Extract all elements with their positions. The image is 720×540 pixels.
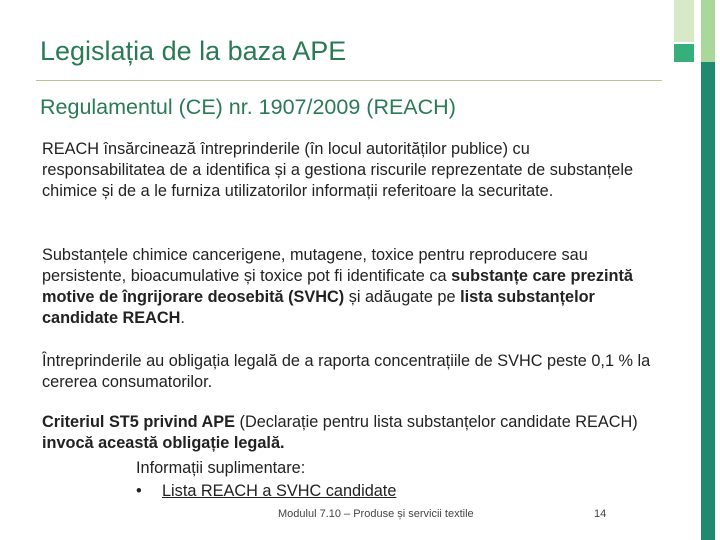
svhc-emphasis: substanțe care prezintă motive de îngrijorare deosebită (SVHC) [42,267,633,306]
decor-bar-light [701,0,715,62]
slide-subtitle: Regulamentul (CE) nr. 1907/2009 (REACH) [40,95,456,119]
reach-svhc-link[interactable]: Lista REACH a SVHC candidate [162,482,397,500]
paragraph-reach-responsibility: REACH însărcinează întreprinderile (în locul autorităților publice) cu responsabilitatea de a identifica și a gestiona riscurile reprezentate de substanțele chimice și de a le furniza utilizatorilor informații referitoare la securitate. [42,140,634,200]
criterion-emphasis: Criteriul ST5 privind APE [42,413,235,431]
paragraph-text: (Declarație pentru lista substanțelor candidate REACH) [235,413,638,431]
candidate-list-emphasis: lista substanțelor candidate REACH [42,288,595,327]
paragraph-text: . [180,309,185,327]
decor-bar-pale [674,0,694,42]
page-number: 14 [594,508,607,520]
paragraph-text: Substanțele chimice cancerigene, mutagene, toxice pentru reproducere sau persistente, bioacumulative și toxice pot fi identificate ca [42,246,588,285]
more-info-label: Informații suplimentare: [136,459,306,477]
paragraph-criterion-st5 [42,412,652,454]
paragraph-text: și adăugate pe [344,288,461,306]
obligation-emphasis: invocă această obligație legală. [42,434,285,452]
slide-title: Legislația de la baza APE [40,36,347,66]
paragraph-svhc [42,245,652,329]
title-divider [36,80,662,81]
footer-text: Modulul 7.10 – Produse și servicii textile [278,508,474,520]
paragraph-obligation: Întreprinderile au obligația legală de a raporta concentrațiile de SVHC peste 0,1 % la cererea consumatorilor. [42,352,651,391]
link-list-item [136,482,396,501]
decor-bar-green [674,44,694,62]
bullet-icon: • [136,482,142,500]
decor-bar-dark [701,0,715,540]
